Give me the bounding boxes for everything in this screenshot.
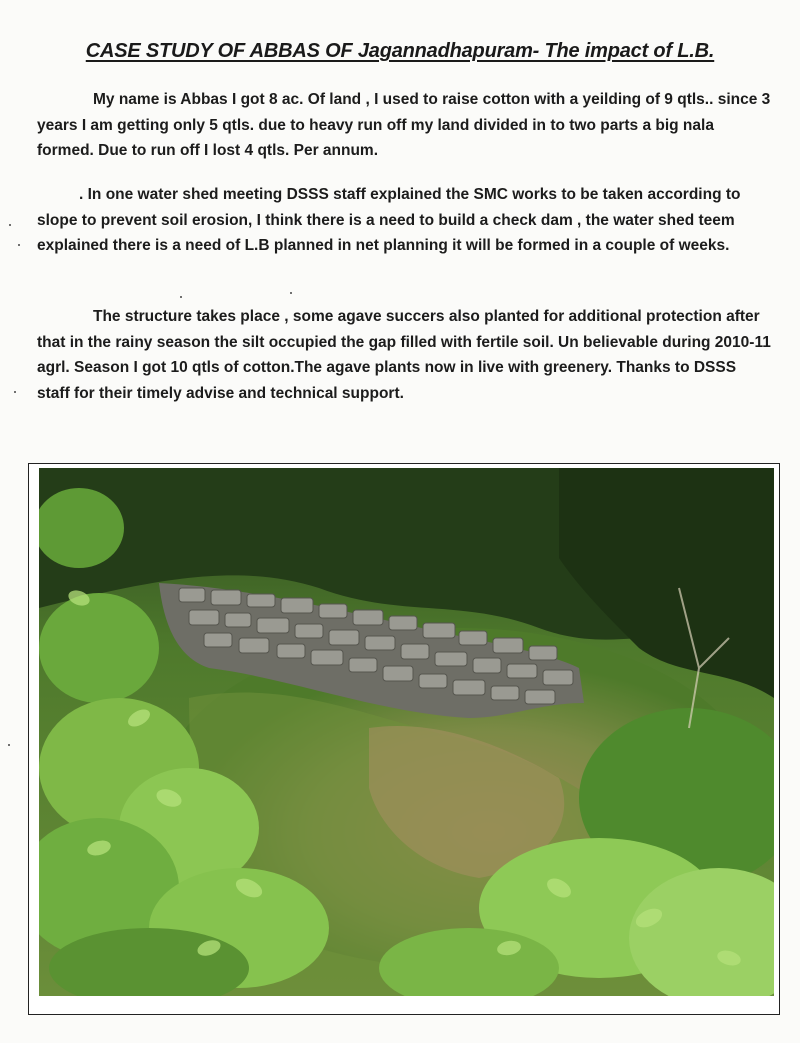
paragraph-3 — [37, 304, 772, 406]
paragraph-1-text: My name is Abbas I got 8 ac. Of land , I used to raise cotton with a yeilding of 9 qtls.. since 3 years I am getting only 5 qtls. due to heavy run off my land divided in to two parts a big nala formed. Due to run off I lost 4 qtls. Per annum. — [37, 91, 771, 159]
page-title: CASE STUDY OF ABBAS OF Jagannadhapuram- The impact of L.B. — [85, 40, 715, 62]
paragraph-2-text: . In one water shed meeting DSSS staff explained the SMC works to be taken according to slope to prevent soil erosion, I think there is a need to build a check dam , the water shed teem explained there is a need of L.B planned in net planning it will be formed in a couple of weeks. — [37, 186, 741, 254]
scan-speck — [9, 224, 11, 226]
paragraph-3-text: The structure takes place , some agave succers also planted for additional protection after that in the rainy season the silt occupied the gap filled with fertile soil. Un believable during 2010-11 agrl. Season I got 10 qtls of cotton.The agave plants now in live with greenery. Thanks to DSSS staff for their timely advise and technical support. — [37, 308, 771, 402]
photo-frame — [28, 463, 780, 1015]
check-dam-photo — [39, 468, 774, 996]
scan-speck — [290, 292, 292, 294]
paragraph-1 — [37, 87, 772, 164]
check-dam-illustration — [39, 468, 774, 996]
scan-speck — [8, 744, 10, 746]
paragraph-2 — [37, 182, 772, 259]
scan-speck — [18, 244, 20, 246]
scan-speck — [14, 391, 16, 393]
scan-speck — [180, 296, 182, 298]
